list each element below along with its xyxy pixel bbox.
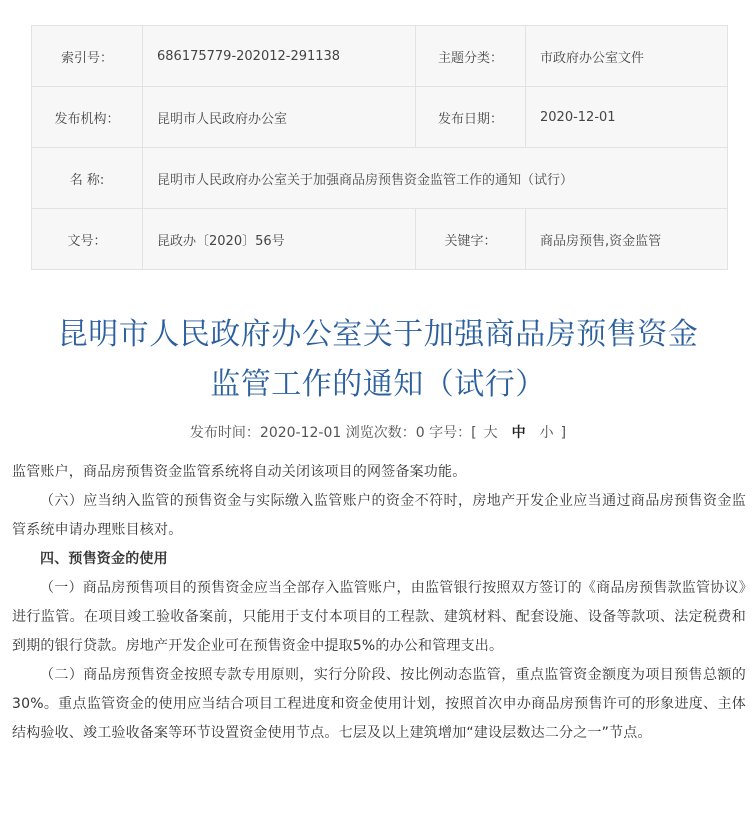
index-label: 索引号： (32, 26, 143, 87)
document-title-line-1: 昆明市人民政府办公室关于加强商品房预售资金 (57, 317, 699, 352)
document-title (0, 310, 756, 410)
meta-row-index (32, 26, 728, 87)
font-size-label: 字号：[ (429, 425, 477, 441)
keywords-label: 关键字： (416, 209, 526, 270)
publish-info-bar (0, 422, 756, 442)
view-count-label: 浏览次数： (345, 425, 416, 441)
index-value: 686175779-202012-291138 (143, 26, 416, 87)
date-label: 发布日期： (416, 87, 526, 148)
view-count-value: 0 (415, 425, 425, 441)
body-paragraph: （六）应当纳入监管的预售资金与实际缴入监管账户的资金不符时，房地产开发企业应当通过商品房预售资金监管系统申请办理账目核对。 (12, 493, 746, 538)
topic-label: 主题分类： (416, 26, 526, 87)
document-metadata-table (31, 25, 728, 270)
body-paragraph: 监管账户，商品房预售资金监管系统将自动关闭该项目的网签备案功能。 (12, 464, 467, 480)
issuer-label: 发布机构： (32, 87, 143, 148)
meta-row-docno (32, 209, 728, 270)
topic-value: 市政府办公室文件 (526, 26, 728, 87)
section-heading: 四、预售资金的使用 (40, 551, 168, 567)
issuer-value: 昆明市人民政府办公室 (143, 87, 416, 148)
font-size-small-button[interactable]: 小 (539, 425, 554, 441)
article-body (0, 464, 756, 826)
date-value: 2020-12-01 (526, 87, 728, 148)
keywords-value: 商品房预售,资金监管 (526, 209, 728, 270)
body-paragraph: （一）商品房预售项目的预售资金应当全部存入监管账户，由监管银行按照双方签订的《商品房预售款监管协议》进行监管。在项目竣工验收备案前，只能用于支付本项目的工程款、建筑材料、配套设施、设备等款项、法定税费和到期的银行贷款。房地产开发企业可在预售资金中提取5%的办公和管理支出。 (12, 580, 746, 654)
name-label: 名 称: (32, 148, 143, 209)
doc-no-value: 昆政办〔2020〕56号 (143, 209, 416, 270)
meta-row-issuer (32, 87, 728, 148)
doc-no-label: 文号： (32, 209, 143, 270)
body-paragraph: （二）商品房预售资金按照专款专用原则，实行分阶段、按比例动态监管，重点监管资金额度为项目预售总额的30%。重点监管资金的使用应当结合项目工程进度和资金使用计划，按照首次申办商品房预售许可的形象进度、主体结构验收、竣工验收备案等环节设置资金使用节点。七层及以上建筑增加“建设层数达二分之一”节点。 (12, 667, 746, 741)
name-value: 昆明市人民政府办公室关于加强商品房预售资金监管工作的通知（试行） (143, 148, 728, 209)
publish-time-label: 发布时间： (189, 425, 260, 441)
publish-time-value: 2020-12-01 (259, 425, 342, 441)
document-title-line-2: 监管工作的通知（试行） (210, 367, 546, 402)
meta-row-name (32, 148, 728, 209)
font-size-large-button[interactable]: 大 (483, 425, 498, 441)
font-size-bracket-close: ] (560, 425, 567, 441)
font-size-medium-button[interactable]: 中 (511, 425, 526, 441)
